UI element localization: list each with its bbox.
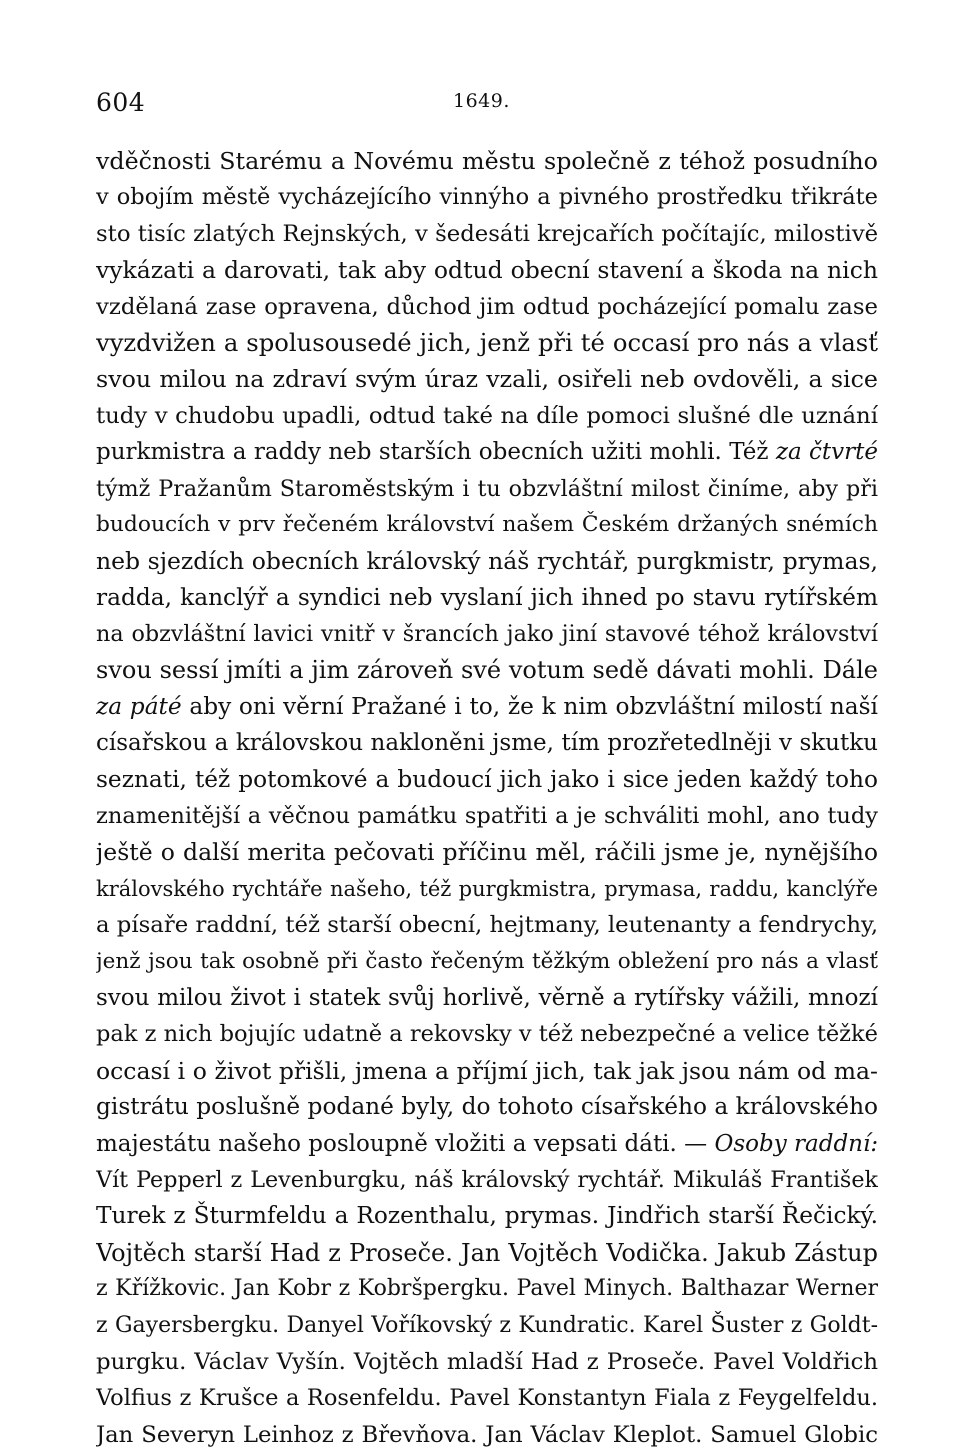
text-segment: týmž Pražanům Staroměstským i tu obzvláštní milost činíme, aby při — [96, 475, 878, 502]
text-line — [96, 471, 878, 507]
text-line — [96, 543, 878, 579]
text-segment: v obojím městě vycházejícího vinnýho a pivného prostředku třikráte — [96, 184, 878, 211]
text-line — [96, 1308, 878, 1344]
text-segment: svou milou na zdraví svým úraz vzali, osiřeli neb ovdověli, a sice — [96, 365, 878, 394]
text-segment: vzdělaná zase opravena, důchod jim odtud pocházející pomalu zase — [96, 293, 878, 320]
text-segment: císařskou a královskou nakloněni jsme, tím prozřetedlněji v skutku — [96, 730, 878, 757]
text-line — [96, 652, 878, 688]
text-line — [96, 1417, 878, 1453]
text-segment: svou milou život i statek svůj horlivě, věrně a rytířsky vážili, mnozí — [96, 984, 878, 1011]
text-line — [96, 252, 878, 288]
text-line — [96, 1089, 878, 1125]
text-segment: ještě o další merita pečovati příčinu měl, ráčili jsme je, nynějšího — [96, 838, 878, 867]
text-segment: z Gayersbergku. Danyel Voříkovský z Kundratic. Karel Šuster z Goldt- — [96, 1312, 878, 1338]
text-segment: královského rychtáře našeho, též purgkmistra, prymasa, raddu, kanclýře — [96, 876, 878, 901]
text-line — [96, 398, 878, 434]
text-line — [96, 1053, 878, 1089]
text-line — [96, 980, 878, 1016]
text-segment: neb sjezdích obecních královský náš rychtář, purgkmistr, prymas, — [96, 547, 878, 576]
italic-text-segment: za čtvrté — [775, 439, 878, 466]
text-segment: purgku. Václav Vyšín. Vojtěch mladší Had z Proseče. Pavel Voldřich — [96, 1348, 878, 1375]
text-segment: vyzdvižen a spolusousedé jich, jenž při té occasí pro nás a vlasť — [96, 327, 878, 357]
text-line — [96, 725, 878, 761]
text-segment: z Křížkovic. Jan Kobr z Kobršpergku. Pavel Minych. Balthazar Werner — [96, 1276, 878, 1302]
text-segment: Jan Severyn Leinhoz z Břevňova. Jan Václav Kleplot. Samuel Globic — [96, 1421, 878, 1448]
text-line — [96, 289, 878, 325]
text-line — [96, 762, 878, 798]
text-line — [96, 434, 878, 470]
text-segment: svou sessí jmíti a jim zároveň své votum sedě dávati mohli. Dále — [96, 656, 878, 685]
text-line — [96, 1235, 878, 1271]
text-line — [96, 179, 878, 215]
text-segment: jenž jsou tak osobně při často řečeným těžkým obležení pro nás a vlasť — [96, 948, 878, 974]
text-line — [96, 1198, 878, 1234]
text-segment: znamenitější a věčnou památku spatřiti a je schváliti mohl, ano tudy — [96, 803, 878, 830]
text-line — [96, 907, 878, 943]
text-line — [96, 871, 878, 907]
text-segment: Volfius z Krušce a Rosenfeldu. Pavel Konstantyn Fiala z Feygelfeldu. — [96, 1385, 878, 1412]
text-segment: occasí i o život přišli, jmena a příjmí jich, tak jak jsou nám od ma- — [96, 1056, 878, 1085]
text-segment: sto tisíc zlatých Rejnských, v šedesáti krejcařích počítajíc, milostivě — [96, 220, 878, 247]
text-line — [96, 944, 878, 980]
text-segment: a písaře raddní, též starší obecní, hejtmany, leutenanty a fendrychy, — [96, 912, 878, 939]
running-head-year: 1649. — [453, 90, 510, 112]
text-line — [96, 580, 878, 616]
text-segment: majestátu našeho posloupně vložiti a vepsati dáti. — — [96, 1130, 715, 1157]
text-segment: pak z nich bojujíc udatně a rekovsky v též nebezpečné a velice těžké — [96, 1021, 878, 1048]
text-line — [96, 361, 878, 397]
text-line — [96, 1380, 878, 1416]
text-line — [96, 834, 878, 870]
text-line — [96, 1126, 878, 1162]
text-segment: Turek z Šturmfeldu a Rozenthalu, prymas. Jindřich starší Řečický. — [96, 1202, 878, 1230]
text-segment: aby oni věrní Pražané i to, že k nim obzvláštní milostí naší — [181, 692, 878, 720]
italic-text-segment: za páté — [96, 692, 182, 720]
text-segment: seznati, též potomkové a budoucí jich jako i sice jeden každý toho — [96, 765, 878, 793]
text-line — [96, 325, 878, 361]
text-line — [96, 1016, 878, 1052]
text-segment: gistrátu poslušně podané byly, do tohoto císařského a královského — [96, 1093, 878, 1121]
text-segment: tudy v chudobu upadli, odtud také na díle pomoci slušné dle uznání — [96, 402, 878, 429]
text-segment: Vojtěch starší Had z Proseče. Jan Vojtěch Vodička. Jakub Zástup — [96, 1238, 878, 1267]
text-segment: Vít Pepperl z Levenburgku, náš královský rychtář. Mikuláš František — [96, 1166, 878, 1193]
text-line — [96, 143, 878, 179]
text-line — [96, 1162, 878, 1198]
italic-text-segment: Osoby raddní: — [714, 1130, 878, 1157]
text-line — [96, 216, 878, 252]
text-line — [96, 507, 878, 543]
text-segment: vděčnosti Starému a Novému městu společně z téhož posudního — [96, 147, 878, 175]
text-segment: radda, kanclýř a syndici neb vyslaní jich ihned po stavu rytířském — [96, 583, 878, 611]
text-segment: budoucích v prv řečeném království našem Českém držaných snémích — [96, 511, 878, 537]
body-text — [96, 143, 878, 1453]
text-line — [96, 1271, 878, 1307]
text-segment: purkmistra a raddy neb starších obecních užiti mohli. Též — [96, 439, 776, 466]
text-segment: na obzvláštní lavici vnitř v šrancích jako jiní stavové téhož království — [96, 621, 878, 648]
text-line — [96, 616, 878, 652]
page-number: 604 — [96, 88, 146, 117]
text-line — [96, 1344, 878, 1380]
text-line — [96, 689, 878, 725]
text-segment: vykázati a darovati, tak aby odtud obecní stavení a škoda na nich — [96, 256, 878, 285]
text-line — [96, 798, 878, 834]
